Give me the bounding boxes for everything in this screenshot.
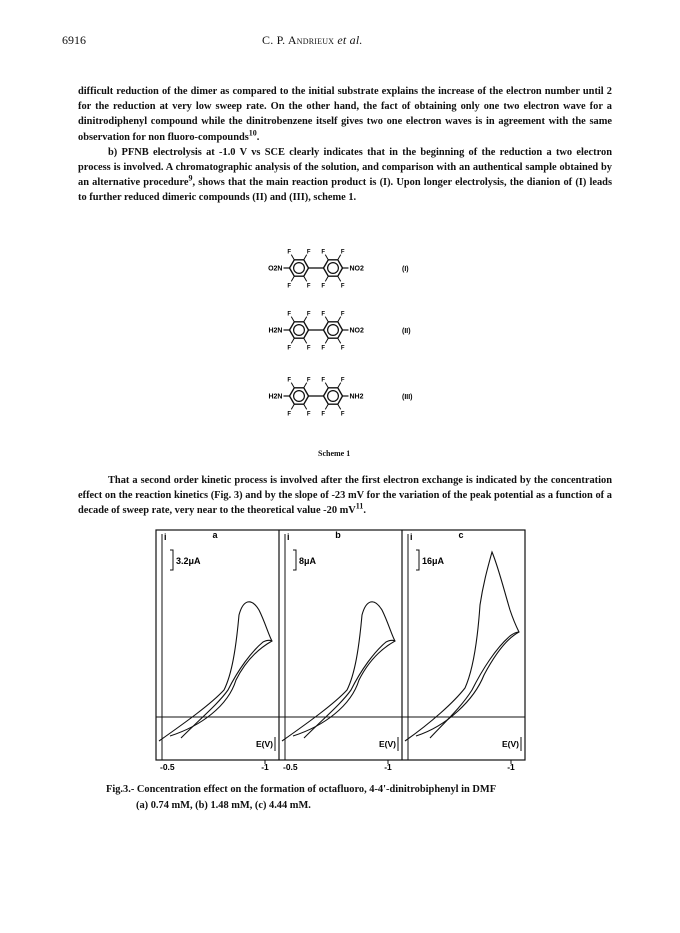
fluorine-label: F [306, 411, 311, 418]
fluorine-label: F [306, 345, 311, 352]
fluorine-label: F [306, 283, 311, 290]
fluorine-label: F [321, 283, 326, 290]
panel-letter: a [212, 530, 218, 540]
fluorine-label: F [287, 345, 292, 352]
figure-caption-line-2: (a) 0.74 mM, (b) 1.48 mM, (c) 4.44 mM. [136, 800, 311, 811]
potential-axis-label: E(V) [256, 739, 273, 749]
fluorine-label: F [340, 377, 345, 384]
scale-bar [416, 550, 419, 570]
voltammogram-curve [282, 602, 395, 741]
fluorine-label: F [321, 249, 326, 256]
potential-axis-label: E(V) [379, 739, 396, 749]
page-number: 6916 [62, 33, 86, 47]
right-substituent-label: NO2 [349, 327, 364, 335]
paragraph-3: That a second order kinetic process is involved after the first electron exchange is indicated by the concentration effect on the reaction kinetics (Fig. 3) and by the slope of -23 mV for the variation of the peak potential as a function of a decade of sweep rate, very near to the theoretical value -20 $mV^{11}$. [78, 475, 612, 517]
figure-caption-line-1: Fig.3.- Concentration effect on the formation of octafluoro, 4-4'-dinitrobiphenyl in DMF [106, 784, 497, 795]
voltammogram-return-curve [304, 640, 395, 738]
x-tick-right: -1 [384, 762, 392, 772]
reference-11: 11 [355, 501, 364, 511]
compound-label: (I) [402, 266, 409, 273]
fluorine-label: F [287, 283, 292, 290]
fluorine-label: F [306, 377, 311, 384]
x-tick-right: -1 [261, 762, 269, 772]
reference-10: 10 [248, 128, 257, 138]
scale-label: 16μA [422, 556, 445, 566]
current-axis-label: i [287, 532, 290, 542]
fluorine-label: F [287, 411, 292, 418]
voltammogram-curve [159, 602, 272, 741]
left-substituent-label: H2N [268, 393, 283, 401]
reference-9: 9 [188, 173, 193, 183]
fluorine-label: F [321, 411, 326, 418]
scheme-caption: Scheme 1 [318, 449, 351, 458]
panel-letter: b [335, 530, 341, 540]
x-tick-left: -0.5 [160, 762, 175, 772]
fluorine-label: F [340, 345, 345, 352]
running-header-etal: et al. [337, 33, 363, 47]
x-tick-right: -1 [507, 762, 515, 772]
fluorine-label: F [321, 377, 326, 384]
left-substituent-label: H2N [268, 327, 283, 335]
compound-label: (II) [402, 328, 411, 335]
paragraph-2: b) PFNB electrolysis at -1.0 V vs SCE clearly indicates that in the beginning of the reduction a two electron process is involved. A chromatographic analysis of the solution, and comparison with an authentical sample obtained by an alternative procedure$^9$, shows that the main reaction product is (I). Upon longer electrolysis, the dianion of (I) leads to further reduced dimeric compounds (II) and (III), scheme 1. [78, 146, 613, 204]
panel-letter: c [458, 530, 464, 540]
voltammogram-panel-c [402, 530, 525, 760]
fluorine-label: F [306, 311, 311, 318]
voltammogram-panel-a [156, 530, 279, 760]
fluorine-label: F [340, 411, 345, 418]
potential-axis-label: E(V) [502, 739, 519, 749]
scale-label: 8μA [299, 556, 317, 566]
scale-label: 3.2μA [176, 556, 201, 566]
paragraph-1: difficult reduction of the dimer as compared to the initial substrate explains the increase of the electron number until 2 for the reduction at very low sweep rate. On the other hand, the fact of obtaining only one two electron wave for a dinitrodiphenyl compound while the dinitrobenzene itself gives two one electron waves is in agreement with the same observation for non fluoro-compounds$^{10}$. [78, 86, 612, 143]
current-axis-label: i [164, 532, 167, 542]
x-tick-left: -0.5 [283, 762, 298, 772]
running-header-authors: C. P. Andrieux [262, 33, 335, 47]
right-substituent-label: NH2 [349, 393, 364, 401]
fluorine-label: F [340, 249, 345, 256]
voltammogram-curve [405, 552, 519, 741]
right-substituent-label: NO2 [349, 265, 364, 273]
fluorine-label: F [340, 311, 345, 318]
fluorine-label: F [321, 311, 326, 318]
figure-caption [106, 782, 606, 814]
left-substituent-label: O2N [268, 265, 283, 273]
figure-frame [156, 530, 525, 760]
fluorine-label: F [287, 249, 292, 256]
scale-bar [170, 550, 173, 570]
voltammogram-panel-b [279, 530, 402, 760]
scale-bar [293, 550, 296, 570]
current-axis-label: i [410, 532, 413, 542]
fluorine-label: F [306, 249, 311, 256]
voltammogram-return-curve [181, 640, 272, 738]
fluorine-label: F [287, 311, 292, 318]
compound-label: (III) [402, 394, 413, 401]
fluorine-label: F [287, 377, 292, 384]
fluorine-label: F [321, 345, 326, 352]
fluorine-label: F [340, 283, 345, 290]
